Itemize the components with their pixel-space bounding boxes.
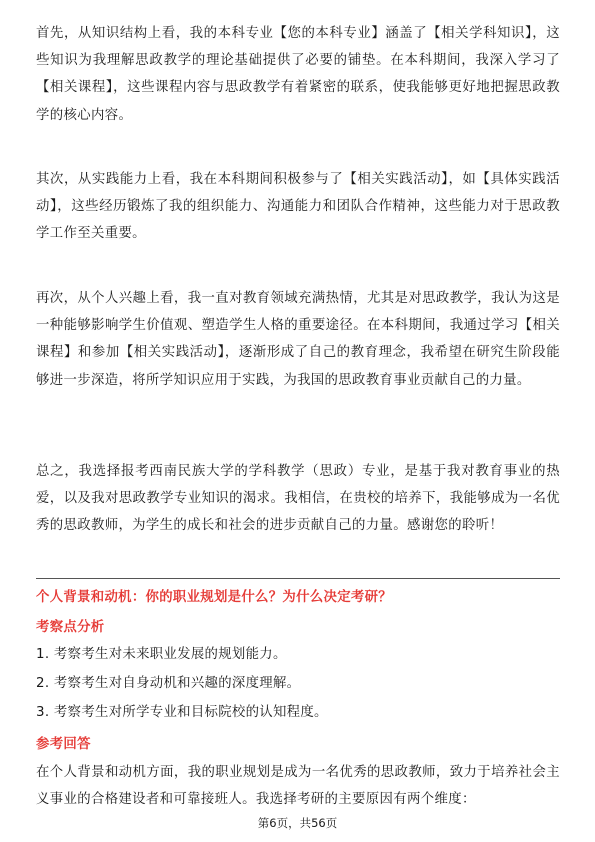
section-divider	[36, 578, 560, 579]
analysis-heading: 考察点分析	[36, 620, 105, 635]
analysis-item: 3. 考察考生对所学专业和目标院校的认知程度。	[36, 705, 328, 720]
answer-text: 在个人背景和动机方面，我的职业规划是成为一名优秀的思政教师，致力于培养社会主义事业的合格建设者和可靠接班人。我选择考研的主要原因有两个维度：	[36, 765, 560, 808]
paragraph-conclusion: 总之，我选择报考西南民族大学的学科教学（思政）专业，是基于我对教育事业的热爱，以及我对思政教学专业知识的渴求。我相信，在贵校的培养下，我能够成为一名优秀的思政教师，为学生的成长和社会的进步贡献自己的力量。感谢您的聆听！	[36, 464, 560, 534]
analysis-item: 2. 考察考生对自身动机和兴趣的深度理解。	[36, 676, 301, 691]
paragraph-knowledge-structure: 首先，从知识结构上看，我的本科专业【您的本科专业】涵盖了【相关学科知识】，这些知识为我理解思政教学的理论基础提供了必要的铺垫。在本科期间，我深入学习了【相关课程】，这些课程内容与思政教学有着紧密的联系，使我能够更好地把握思政教学的核心内容。	[36, 26, 560, 123]
page-number: 第6页，共56页	[257, 816, 338, 830]
answer-heading: 参考回答	[36, 737, 91, 752]
question-title: 个人背景和动机：你的职业规划是什么？为什么决定考研？	[36, 590, 392, 605]
paragraph-practical-ability: 其次，从实践能力上看，我在本科期间积极参与了【相关实践活动】，如【具体实践活动】，这些经历锻炼了我的组织能力、沟通能力和团队合作精神，这些能力对于思政教学工作至关重要。	[36, 172, 560, 242]
paragraph-personal-interest: 再次，从个人兴趣上看，我一直对教育领域充满热情，尤其是对思政教学，我认为这是一种能够影响学生价值观、塑造学生人格的重要途径。在本科期间，我通过学习【相关课程】和参加【相关实践活动】，逐渐形成了自己的教育理念，我希望在研究生阶段能够进一步深造，将所学知识应用于实践，为我国的思政教育事业贡献自己的力量。	[36, 291, 560, 388]
document-page	[36, 0, 560, 842]
analysis-item: 1. 考察考生对未来职业发展的规划能力。	[36, 647, 287, 662]
